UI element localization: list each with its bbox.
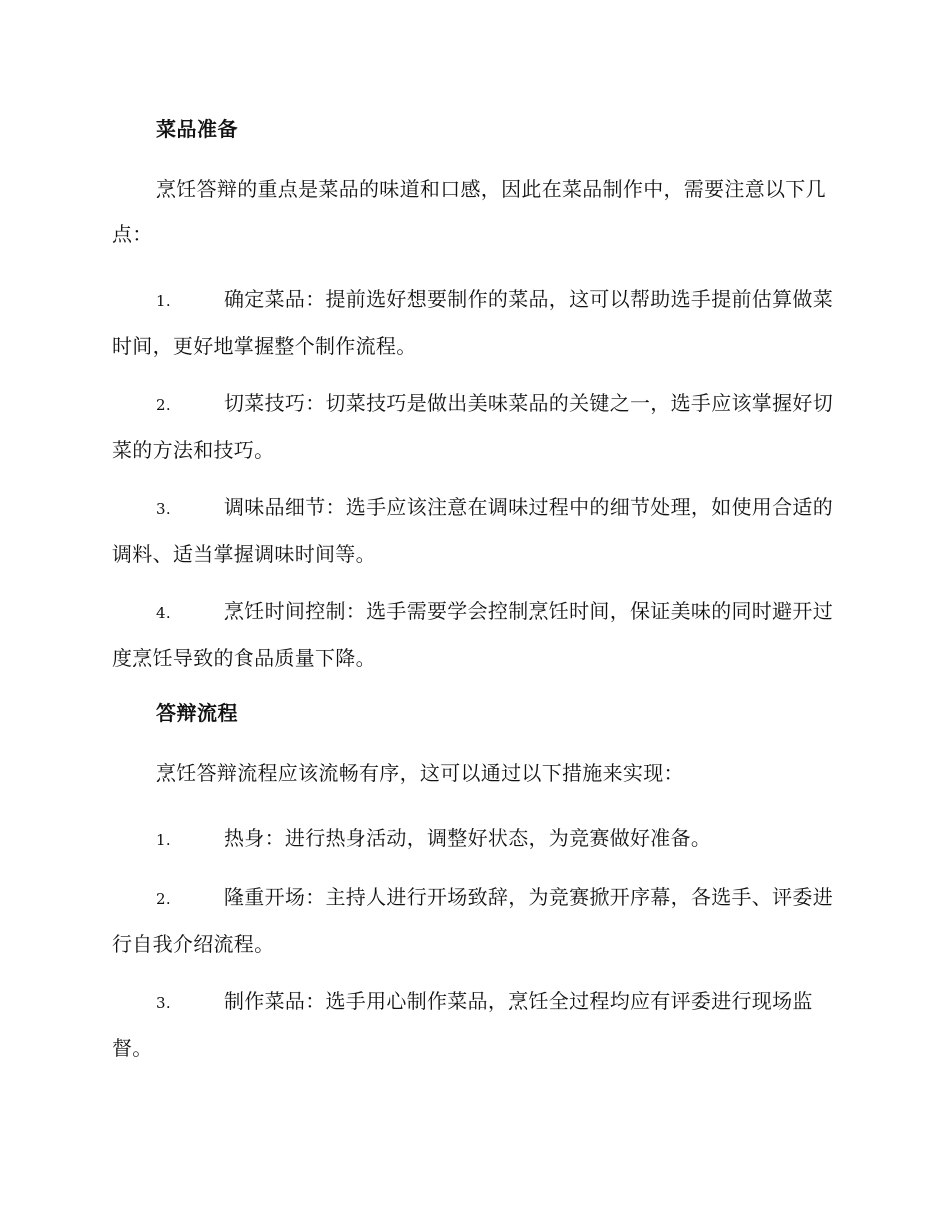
list-item-number: 4. xyxy=(156,604,171,622)
list-item-text: 烹饪时间控制：选手需要学会控制烹饪时间，保证美味的同时避开过度烹饪导致的食品质量下降。 xyxy=(112,599,833,670)
list-item-number: 2. xyxy=(156,890,171,908)
section-heading-defense-process: 答辩流程 xyxy=(156,701,238,725)
list-item-text: 确定菜品：提前选好想要制作的菜品，这可以帮助选手提前估算做菜时间，更好地掌握整个制作流程。 xyxy=(112,287,833,358)
list-item xyxy=(112,816,834,863)
list-item xyxy=(112,979,834,1071)
list-item-text: 制作菜品：选手用心制作菜品，烹饪全过程均应有评委进行现场监督。 xyxy=(112,989,813,1060)
list-item xyxy=(112,277,834,369)
list-item-text: 隆重开场：主持人进行开场致辞，为竞赛掀开序幕，各选手、评委进行自我介绍流程。 xyxy=(112,885,833,956)
list-item-number: 2. xyxy=(156,396,171,414)
section-intro-dish-prep: 烹饪答辩的重点是菜品的味道和口感，因此在菜品制作中，需要注意以下几点： xyxy=(112,177,826,246)
document-body xyxy=(112,111,834,1083)
list-item-text: 切菜技巧：切菜技巧是做出美味菜品的关键之一，选手应该掌握好切菜的方法和技巧。 xyxy=(112,391,833,462)
list-item-number: 3. xyxy=(156,994,171,1012)
list-item xyxy=(112,485,834,577)
section-intro-defense-process: 烹饪答辩流程应该流畅有序，这可以通过以下措施来实现： xyxy=(156,761,684,785)
list-item-number: 3. xyxy=(156,500,171,518)
section-heading-dish-prep: 菜品准备 xyxy=(156,117,238,141)
list-item-text: 调味品细节：选手应该注意在调味过程中的细节处理，如使用合适的调料、适当掌握调味时间等。 xyxy=(112,495,833,566)
list-item xyxy=(112,381,834,473)
list-item-number: 1. xyxy=(156,831,171,849)
list-item xyxy=(112,589,834,681)
list-item-text: 热身：进行热身活动，调整好状态，为竞赛做好准备。 xyxy=(224,826,712,850)
list-item-number: 1. xyxy=(156,292,171,310)
list-item xyxy=(112,875,834,967)
